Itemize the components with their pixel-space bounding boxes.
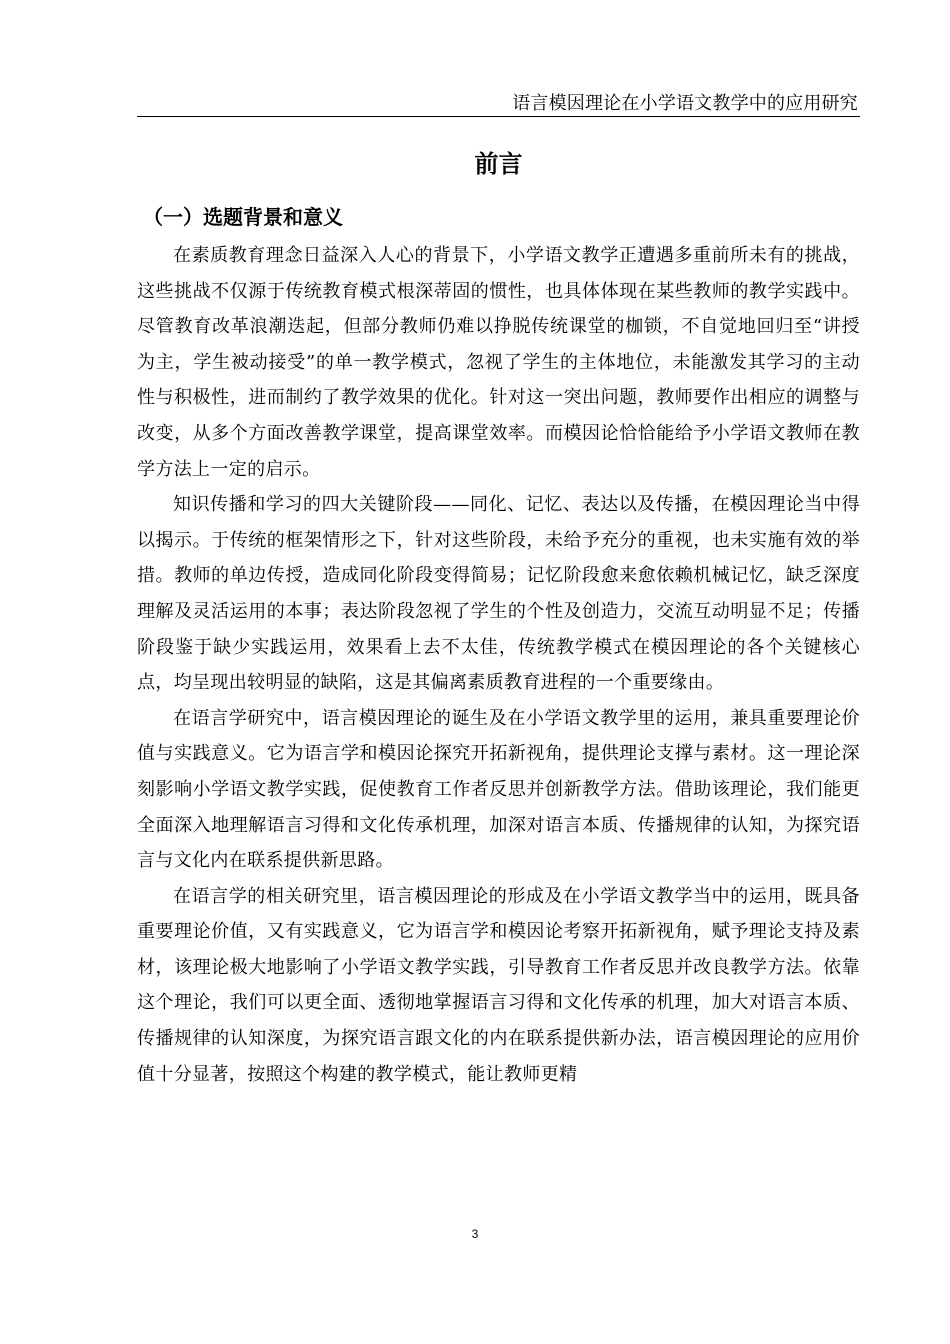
paragraph-2: 知识传播和学习的四大关键阶段——同化、记忆、表达以及传播，在模因理论当中得以揭示。于传统的框架情形之下，针对这些阶段，未给予充分的重视，也未实施有效的举措。教师的单边传授，造成同化阶段变得简易；记忆阶段愈来愈依赖机械记忆，缺乏深度理解及灵活运用的本事；表达阶段忽视了学生的个性及创造力，交流互动明显不足；传播阶段鉴于缺少实践运用，效果看上去不太佳，传统教学模式在模因理论的各个关键核心点，均呈现出较明显的缺陷，这是其偏离素质教育进程的一个重要缘由。	[137, 494, 860, 694]
header-rule	[137, 116, 860, 117]
paragraph-4: 在语言学的相关研究里，语言模因理论的形成及在小学语文教学当中的运用，既具备重要理论价值，又有实践意义，它为语言学和模因论考察开拓新视角，赋予理论支持及素材，该理论极大地影响了小学语文教学实践，引导教育工作者反思并改良教学方法。依靠这个理论，我们可以更全面、透彻地掌握语言习得和文化传承的机理，加大对语言本质、传播规律的认知深度，为探究语言跟文化的内在联系提供新办法，语言模因理论的应用价值十分显著，按照这个构建的教学模式，能让教师更精	[137, 885, 860, 1085]
paragraph-1: 在素质教育理念日益深入人心的背景下，小学语文教学正遭遇多重前所未有的挑战，这些挑战不仅源于传统教育模式根深蒂固的惯性，也具体体现在某些教师的教学实践中。尽管教育改革浪潮迭起，但部分教师仍难以挣脱传统课堂的枷锁，不自觉地回归至“讲授为主，学生被动接受”的单一教学模式，忽视了学生的主体地位，未能激发其学习的主动性与积极性，进而制约了教学效果的优化。针对这一突出问题，教师要作出相应的调整与改变，从多个方面改善教学课堂，提高课堂效率。而模因论恰恰能给予小学语文教师在教学方法上一定的启示。	[137, 245, 860, 480]
body-text	[137, 238, 860, 1092]
paragraph-3: 在语言学研究中，语言模因理论的诞生及在小学语文教学里的运用，兼具重要理论价值与实践意义。它为语言学和模因论探究开拓新视角，提供理论支撑与素材。这一理论深刻影响小学语文教学实践，促使教育工作者反思并创新教学方法。借助该理论，我们能更全面深入地理解语言习得和文化传承机理，加深对语言本质、传播规律的认知，为探究语言与文化内在联系提供新思路。	[137, 707, 860, 872]
running-header: 语言模因理论在小学语文教学中的应用研究	[512, 93, 858, 114]
page-title: 前言	[474, 150, 523, 178]
page-number: 3	[471, 1227, 479, 1241]
section-heading: （一）选题背景和意义	[143, 205, 343, 229]
